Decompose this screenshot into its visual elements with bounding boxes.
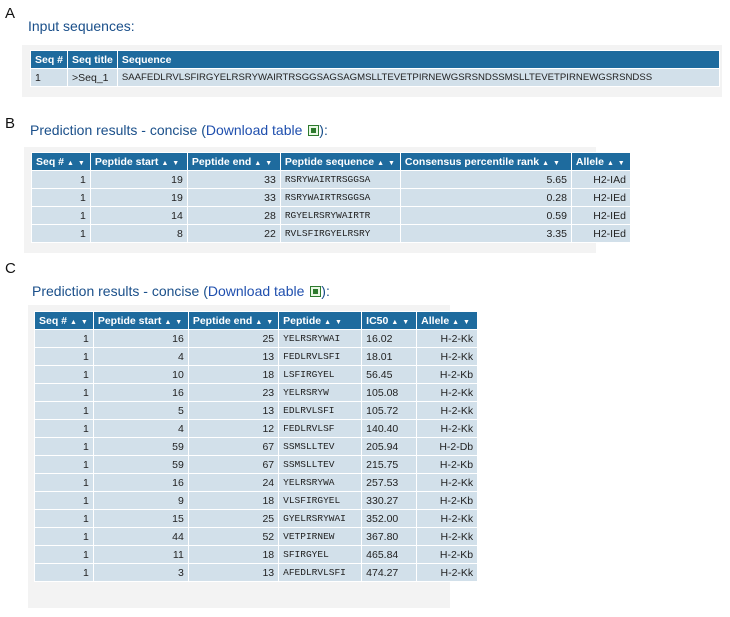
cell-seq: 1: [32, 207, 91, 225]
cell-peptide-start: 5: [93, 402, 188, 420]
sort-arrows-icon[interactable]: ▲ ▼: [164, 318, 184, 326]
cell-allele: H-2-Kk: [417, 564, 478, 582]
col-peptide-end[interactable]: [188, 312, 278, 330]
cell-seq-title: >Seq_1: [68, 69, 118, 87]
cell-peptide-start: 19: [90, 189, 187, 207]
cell-ic50: 56.45: [362, 366, 417, 384]
table-row: [35, 546, 478, 564]
cell-seq: 1: [35, 456, 94, 474]
cell-peptide-sequence: RVLSFIRGYELRSRY: [280, 225, 400, 243]
col-allele[interactable]: [571, 153, 630, 171]
table-header-row: [35, 312, 478, 330]
cell-peptide-start: 10: [93, 366, 188, 384]
cell-peptide: SSMSLLTEV: [279, 438, 362, 456]
cell-allele: H-2-Db: [417, 438, 478, 456]
title-prefix: Prediction results: [32, 283, 140, 299]
cell-seq: 1: [32, 225, 91, 243]
column-label: Consensus percentile rank: [404, 155, 540, 168]
cell-consensus-percentile-rank: 3.35: [400, 225, 571, 243]
cell-allele: H-2-Kk: [417, 528, 478, 546]
cell-allele: H-2-Kb: [417, 456, 478, 474]
column-label: Seq #: [39, 314, 68, 327]
col-seq[interactable]: [35, 312, 94, 330]
excel-icon[interactable]: [310, 286, 321, 297]
table-row: [35, 492, 478, 510]
cell-seq: 1: [35, 438, 94, 456]
column-label: Peptide start: [94, 155, 159, 168]
table-row: [35, 456, 478, 474]
cell-allele: H-2-Kb: [417, 366, 478, 384]
col-seq-title[interactable]: Seq title: [68, 51, 118, 69]
cell-peptide: VLSFIRGYEL: [279, 492, 362, 510]
col-ic50[interactable]: [362, 312, 417, 330]
cell-peptide-start: 11: [93, 546, 188, 564]
cell-allele: H2-IAd: [571, 171, 630, 189]
column-label: Peptide end: [192, 314, 253, 327]
table-row: [35, 348, 478, 366]
cell-peptide: YELRSRYWA: [279, 474, 362, 492]
cell-peptide: GYELRSRYWAI: [279, 510, 362, 528]
cell-ic50: 352.00: [362, 510, 417, 528]
title-concise: concise (: [149, 122, 206, 138]
cell-seq: 1: [35, 492, 94, 510]
cell-peptide-start: 59: [93, 438, 188, 456]
column-label: Peptide start: [97, 314, 162, 327]
title-sep: -: [137, 122, 150, 138]
col-peptide-start[interactable]: [93, 312, 188, 330]
col-seq[interactable]: [32, 153, 91, 171]
cell-consensus-percentile-rank: 0.28: [400, 189, 571, 207]
cell-peptide-end: 33: [187, 189, 280, 207]
cell-peptide-start: 4: [93, 348, 188, 366]
cell-peptide-start: 16: [93, 384, 188, 402]
cell-peptide-end: 18: [188, 546, 278, 564]
cell-seq: 1: [35, 402, 94, 420]
cell-peptide-start: 9: [93, 492, 188, 510]
cell-peptide-end: 22: [187, 225, 280, 243]
cell-peptide: AFEDLRVLSFI: [279, 564, 362, 582]
cell-ic50: 330.27: [362, 492, 417, 510]
panel-label-b: B: [5, 115, 16, 132]
cell-peptide: YELRSRYWAI: [279, 330, 362, 348]
column-label: Peptide end: [191, 155, 252, 168]
cell-seq: 1: [35, 384, 94, 402]
cell-peptide-end: 33: [187, 171, 280, 189]
input-sequences-table: [30, 50, 720, 87]
cell-allele: H2-IEd: [571, 207, 630, 225]
title-concise: concise (: [151, 283, 208, 299]
table-row: [35, 384, 478, 402]
table-row: [35, 510, 478, 528]
cell-peptide-end: 23: [188, 384, 278, 402]
cell-seq: 1: [35, 366, 94, 384]
table-row: [32, 189, 631, 207]
cell-allele: H-2-Kk: [417, 510, 478, 528]
cell-consensus-percentile-rank: 5.65: [400, 171, 571, 189]
cell-peptide-start: 19: [90, 171, 187, 189]
cell-peptide-start: 44: [93, 528, 188, 546]
cell-allele: H-2-Kk: [417, 420, 478, 438]
prediction-title-b: [30, 122, 328, 138]
cell-peptide-end: 28: [187, 207, 280, 225]
cell-peptide-start: 14: [90, 207, 187, 225]
cell-seq: 1: [35, 546, 94, 564]
sort-arrows-icon[interactable]: ▲ ▼: [70, 318, 89, 326]
cell-peptide-sequence: RSRYWAIRTRSGGSA: [280, 189, 400, 207]
sort-arrows-icon[interactable]: ▲ ▼: [606, 159, 626, 167]
sort-arrows-icon[interactable]: ▲ ▼: [161, 159, 181, 167]
table-header-row: [32, 153, 631, 171]
col-peptide-sequence[interactable]: [280, 153, 400, 171]
cell-peptide-end: 13: [188, 564, 278, 582]
cell-seq: 1: [35, 420, 94, 438]
table-row: [35, 330, 478, 348]
cell-peptide-end: 18: [188, 492, 278, 510]
cell-allele: H-2-Kk: [417, 348, 478, 366]
title-suffix: ):: [321, 283, 330, 299]
table-row: [35, 474, 478, 492]
column-label: Peptide: [283, 314, 322, 327]
cell-peptide: EDLRVLSFI: [279, 402, 362, 420]
cell-ic50: 205.94: [362, 438, 417, 456]
sort-arrows-icon[interactable]: ▲ ▼: [452, 318, 471, 326]
col-consensus-percentile-rank[interactable]: [400, 153, 571, 171]
table-row: [31, 69, 720, 87]
sort-arrows-icon[interactable]: ▲ ▼: [255, 318, 275, 326]
sort-arrows-icon[interactable]: ▲ ▼: [377, 159, 396, 167]
cell-allele: H-2-Kb: [417, 546, 478, 564]
cell-ic50: 367.80: [362, 528, 417, 546]
table-header-row: [31, 51, 720, 69]
cell-peptide: LSFIRGYEL: [279, 366, 362, 384]
cell-allele: H-2-Kk: [417, 402, 478, 420]
title-prefix: Prediction results: [30, 122, 138, 138]
col-peptide[interactable]: [279, 312, 362, 330]
cell-peptide-start: 3: [93, 564, 188, 582]
cell-seq: 1: [35, 510, 94, 528]
table-row: [35, 402, 478, 420]
cell-ic50: 18.01: [362, 348, 417, 366]
cell-peptide: FEDLRVLSFI: [279, 348, 362, 366]
cell-seq: 1: [35, 348, 94, 366]
cell-allele: H2-IEd: [571, 225, 630, 243]
table-row: [32, 171, 631, 189]
cell-seq: 1: [35, 564, 94, 582]
cell-consensus-percentile-rank: 0.59: [400, 207, 571, 225]
column-label: IC50: [366, 314, 389, 327]
cell-peptide-end: 13: [188, 348, 278, 366]
sort-arrows-icon[interactable]: ▲ ▼: [254, 159, 274, 167]
cell-peptide-end: 18: [188, 366, 278, 384]
cell-ic50: 105.72: [362, 402, 417, 420]
cell-peptide-end: 25: [188, 510, 278, 528]
col-peptide-start[interactable]: [90, 153, 187, 171]
cell-seq: 1: [35, 474, 94, 492]
cell-seq: 1: [35, 528, 94, 546]
cell-peptide-start: 8: [90, 225, 187, 243]
cell-peptide: SFIRGYEL: [279, 546, 362, 564]
cell-peptide-end: 67: [188, 456, 278, 474]
cell-allele: H-2-Kb: [417, 492, 478, 510]
cell-ic50: 16.02: [362, 330, 417, 348]
download-table-link[interactable]: Download table: [207, 283, 305, 299]
table-row: [35, 564, 478, 582]
input-sequences-title: Input sequences:: [28, 18, 135, 34]
cell-ic50: 474.27: [362, 564, 417, 582]
cell-allele: H-2-Kk: [417, 330, 478, 348]
cell-peptide: VETPIRNEW: [279, 528, 362, 546]
title-suffix: ):: [319, 122, 328, 138]
cell-ic50: 105.08: [362, 384, 417, 402]
cell-peptide: SSMSLLTEV: [279, 456, 362, 474]
column-label: Allele: [575, 155, 604, 168]
cell-ic50: 215.75: [362, 456, 417, 474]
download-table-link[interactable]: Download table: [205, 122, 303, 138]
cell-peptide-end: 24: [188, 474, 278, 492]
column-label: Peptide sequence: [284, 155, 375, 168]
table-row: [32, 225, 631, 243]
cell-peptide: FEDLRVLSF: [279, 420, 362, 438]
cell-seq: 1: [32, 171, 91, 189]
table-row: [32, 207, 631, 225]
column-label: Allele: [421, 314, 450, 327]
cell-allele: H2-IEd: [571, 189, 630, 207]
cell-peptide-end: 52: [188, 528, 278, 546]
prediction-table-c: [34, 311, 478, 582]
sort-arrows-icon[interactable]: ▲ ▼: [324, 318, 343, 326]
table-row: [35, 528, 478, 546]
cell-peptide-end: 12: [188, 420, 278, 438]
cell-peptide-start: 4: [93, 420, 188, 438]
panel-label-c: C: [5, 260, 16, 277]
cell-allele: H-2-Kk: [417, 384, 478, 402]
table-row: [35, 366, 478, 384]
cell-peptide-end: 25: [188, 330, 278, 348]
table-row: [35, 438, 478, 456]
cell-seq-num: 1: [31, 69, 68, 87]
excel-icon[interactable]: [308, 125, 319, 136]
cell-ic50: 465.84: [362, 546, 417, 564]
col-seq-num[interactable]: Seq #: [31, 51, 68, 69]
column-label: Seq #: [36, 155, 65, 168]
cell-allele: H-2-Kk: [417, 474, 478, 492]
cell-ic50: 257.53: [362, 474, 417, 492]
cell-seq: 1: [35, 330, 94, 348]
sort-arrows-icon[interactable]: ▲ ▼: [391, 318, 411, 326]
col-sequence[interactable]: Sequence: [117, 51, 719, 69]
cell-peptide-start: 15: [93, 510, 188, 528]
panel-label-a: A: [5, 5, 16, 22]
cell-peptide-sequence: RSRYWAIRTRSGGSA: [280, 171, 400, 189]
title-sep: -: [139, 283, 152, 299]
cell-seq: 1: [32, 189, 91, 207]
sort-arrows-icon[interactable]: ▲ ▼: [67, 159, 86, 167]
sort-arrows-icon[interactable]: ▲ ▼: [542, 159, 561, 167]
prediction-title-c: [32, 283, 330, 299]
col-allele[interactable]: [417, 312, 478, 330]
table-row: [35, 420, 478, 438]
cell-peptide-start: 16: [93, 474, 188, 492]
cell-sequence: SAAFEDLRVLSFIRGYELRSRYWAIRTRSGGSAGSAGMSLLTEVETPIRNEWGSRSNDSSMSLLTEVETPIRNEWGSRSNDSS: [117, 69, 719, 87]
cell-peptide-start: 16: [93, 330, 188, 348]
cell-ic50: 140.40: [362, 420, 417, 438]
cell-peptide-end: 67: [188, 438, 278, 456]
prediction-table-b: [31, 152, 631, 243]
cell-peptide-start: 59: [93, 456, 188, 474]
cell-peptide-sequence: RGYELRSRYWAIRTR: [280, 207, 400, 225]
cell-peptide-end: 13: [188, 402, 278, 420]
col-peptide-end[interactable]: [187, 153, 280, 171]
cell-peptide: YELRSRYW: [279, 384, 362, 402]
